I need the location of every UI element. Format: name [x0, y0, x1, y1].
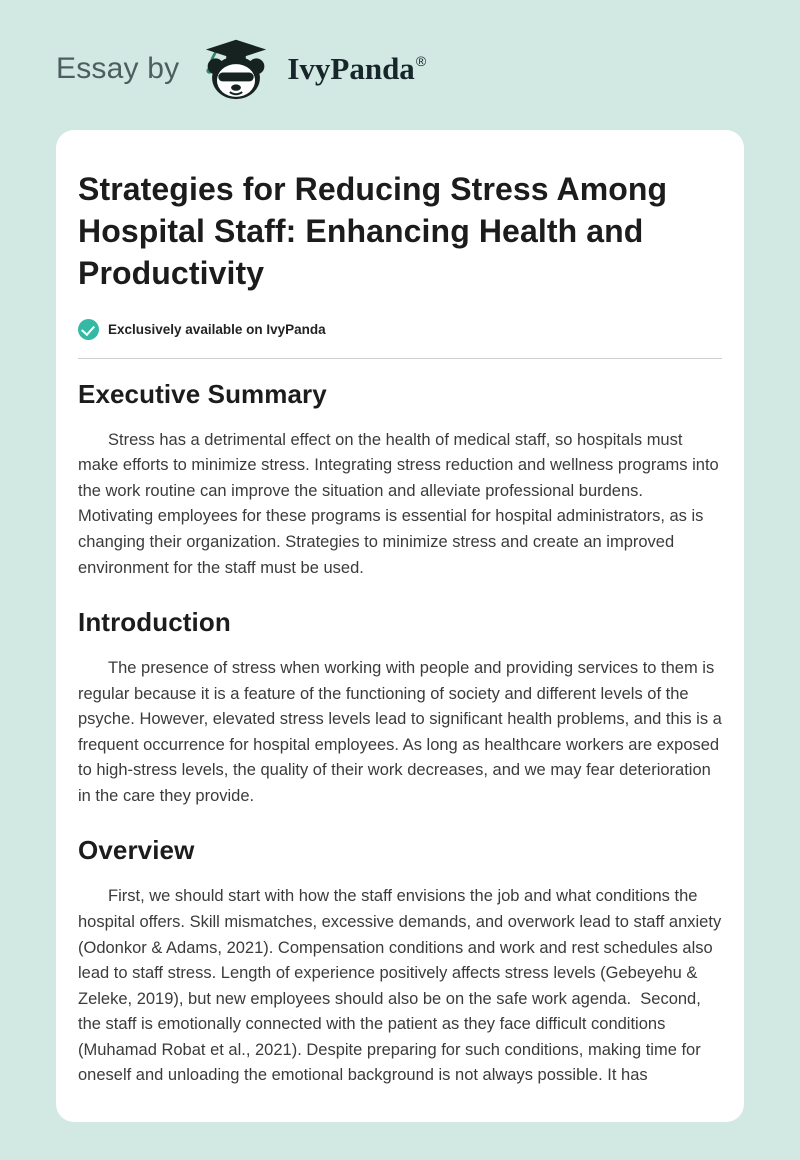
registered-mark: ® — [415, 53, 427, 69]
divider — [78, 358, 722, 359]
section-heading-executive-summary: Executive Summary — [78, 378, 327, 409]
essay-card — [56, 130, 744, 1122]
page-header — [0, 0, 800, 100]
paragraph-introduction: The presence of stress when working with people and providing services to them is regular because it is a feature of the functioning of society and different levels of the psyche. However, elevated stress levels lead to significant health problems, and this is a frequent occurrence for hospital employees. As long as healthcare workers are exposed to high-stress levels, the quality of their work decreases, and we may fear deterioration in the care they provide. — [78, 659, 727, 805]
panda-graduate-logo-icon — [199, 38, 273, 100]
brand-name — [287, 51, 426, 87]
section-heading-overview: Overview — [78, 835, 195, 866]
paragraph-executive-summary: Stress has a detrimental effect on the health of medical staff, so hospitals must make efforts to minimize stress. Integrating stress reduction and wellness programs into the work routine can improve the situation and alleviate professional burdens. Motivating employees for these programs is essential for hospital administrators, as is changing their organization. Strategies to minimize stress and create an improved environment for the staff must be used. — [78, 430, 724, 577]
availability-label: Exclusively available on IvyPanda — [108, 321, 326, 337]
brand-text: IvyPanda — [287, 51, 415, 86]
essay-by-label: Essay by — [56, 52, 180, 85]
paragraph-overview: First, we should start with how the staff envisions the job and what conditions the hospital offers. Skill mismatches, excessive demands, and overwork lead to staff anxiety (Odonkor & Adams, 2021). Compensation conditions and work and rest schedules also lead to staff stress. Length of experience positively affects stress levels (Gebeyehu & Zeleke, 2019), but new employees should also be on the safe work agenda. Second, the staff is emotionally connected with the patient as they face difficult conditions (Muhamad Robat et al., 2021). Despite preparing for such conditions, making time for oneself and unloading the emotional background is not always possible. It has — [78, 887, 726, 1085]
page-title: Strategies for Reducing Stress Among Hospital Staff: Enhancing Health and Productivity — [78, 171, 668, 292]
section-heading-introduction: Introduction — [78, 607, 231, 638]
availability-badge — [78, 319, 722, 340]
check-icon — [78, 319, 99, 340]
